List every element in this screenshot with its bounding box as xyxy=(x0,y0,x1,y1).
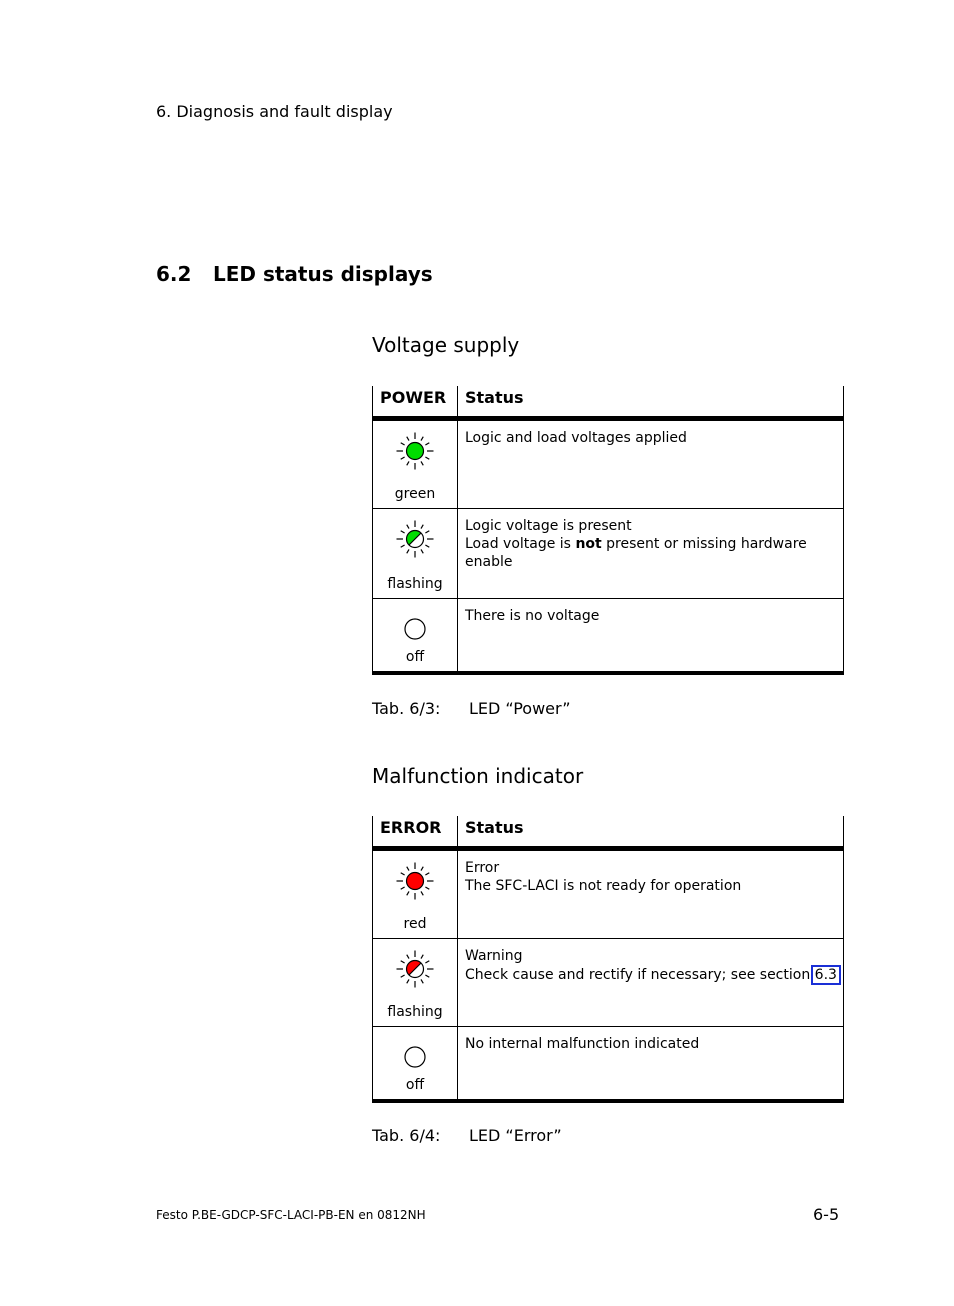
table-row xyxy=(373,1027,844,1101)
section-title: LED status displays xyxy=(213,262,433,286)
led-red-on-icon xyxy=(395,861,435,901)
status-cell xyxy=(458,419,844,509)
led-cell xyxy=(373,599,458,673)
status-text: Logic and load voltages applied xyxy=(465,430,687,446)
table-row xyxy=(373,849,844,939)
status-cell xyxy=(458,939,844,1027)
caption-text: LED “Power” xyxy=(469,699,571,718)
table-row xyxy=(373,419,844,509)
led-cell xyxy=(373,939,458,1027)
caption-text: LED “Error” xyxy=(469,1126,562,1145)
status-text: The SFC-LACI is not ready for operation xyxy=(465,878,742,894)
led-red-flashing-icon xyxy=(395,949,435,989)
footer-document-id: Festo P.BE-GDCP-SFC-LACI-PB-EN en 0812NH xyxy=(156,1208,426,1222)
status-cell xyxy=(458,1027,844,1101)
power-column-header: POWER xyxy=(373,386,458,419)
caption-number: Tab. 6/3: xyxy=(372,699,441,718)
led-label: off xyxy=(405,1076,425,1093)
status-text: Logic voltage is present xyxy=(465,518,632,534)
table-header-row xyxy=(373,816,844,849)
status-text: No internal malfunction indicated xyxy=(465,1036,700,1052)
status-column-header: Status xyxy=(458,386,844,419)
error-led-table xyxy=(372,816,844,1103)
status-text: Error xyxy=(465,860,500,876)
led-cell xyxy=(373,419,458,509)
section-cross-reference-link[interactable]: 6.3 xyxy=(811,965,841,985)
status-text-line2 xyxy=(465,965,843,985)
led-green-on-icon xyxy=(395,431,435,471)
status-text: There is no voltage xyxy=(465,608,600,624)
status-text: Warning xyxy=(465,948,523,964)
led-off-icon xyxy=(395,609,435,649)
status-text-part: present or missing hardware enable xyxy=(465,536,807,570)
table-row xyxy=(373,599,844,673)
error-subheading: Malfunction indicator xyxy=(372,764,584,788)
led-cell xyxy=(373,849,458,939)
page-number: 6-5 xyxy=(813,1205,840,1224)
table-row xyxy=(373,939,844,1027)
status-cell xyxy=(458,849,844,939)
section-heading xyxy=(156,262,433,286)
power-led-table xyxy=(372,386,844,675)
status-text-line2 xyxy=(465,535,843,571)
section-number: 6.2 xyxy=(156,262,192,286)
status-text-part: Load voltage is xyxy=(465,536,576,552)
led-label: red xyxy=(403,916,427,932)
table-header-row xyxy=(373,386,844,419)
error-column-header: ERROR xyxy=(373,816,458,849)
power-table-caption xyxy=(372,699,571,718)
led-label: flashing xyxy=(387,576,443,592)
table-row xyxy=(373,509,844,599)
status-column-header: Status xyxy=(458,816,844,849)
led-label: flashing xyxy=(387,1004,443,1020)
led-label: off xyxy=(405,648,425,665)
led-off-icon xyxy=(395,1037,435,1077)
led-cell xyxy=(373,1027,458,1101)
led-green-flashing-icon xyxy=(395,519,435,559)
status-text-bold: not xyxy=(575,536,602,552)
status-text-part: Check cause and rectify if necessary; see section xyxy=(465,967,815,983)
caption-number: Tab. 6/4: xyxy=(372,1126,441,1145)
led-cell xyxy=(373,509,458,599)
status-cell xyxy=(458,599,844,673)
error-table-caption xyxy=(372,1126,562,1145)
led-label: green xyxy=(394,486,436,502)
running-head: 6. Diagnosis and fault display xyxy=(156,102,393,121)
status-cell xyxy=(458,509,844,599)
power-subheading: Voltage supply xyxy=(372,333,520,357)
